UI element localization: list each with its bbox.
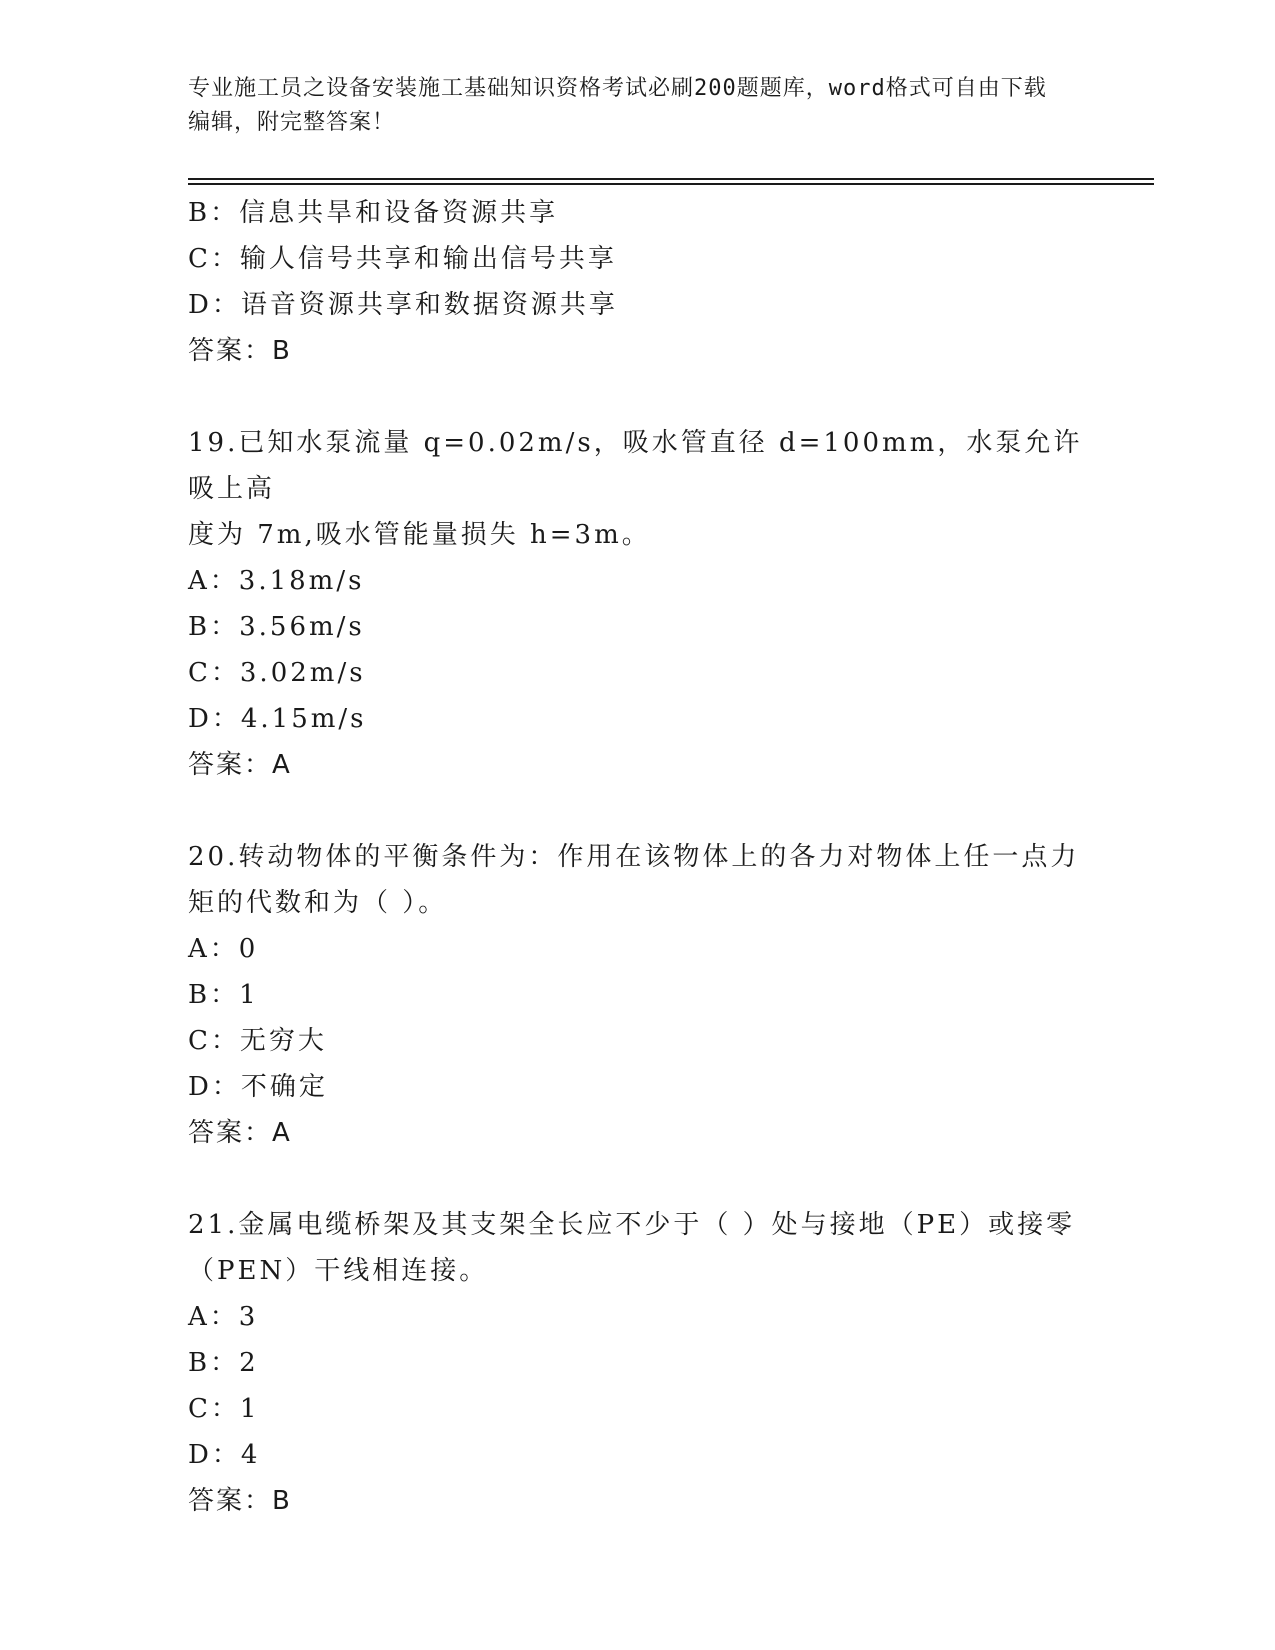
answer-label: 答案：B bbox=[188, 336, 292, 366]
question-stem: 21.金属电缆桥架及其支架全长应不少于（ ）处与接地（PE）或接零 bbox=[188, 1210, 1076, 1240]
option-a: A：3.18m/s bbox=[188, 566, 365, 596]
question-stem: 20.转动物体的平衡条件为：作用在该物体上的各力对物体上任一点力 bbox=[188, 842, 1080, 872]
question-18-tail bbox=[188, 190, 1088, 374]
answer-label: 答案：A bbox=[188, 750, 292, 780]
option-c: C：3.02m/s bbox=[188, 658, 366, 688]
option-b: B：1 bbox=[188, 980, 259, 1010]
question-stem-continued: 矩的代数和为（ ）。 bbox=[188, 888, 448, 918]
answer-label: 答案：A bbox=[188, 1118, 292, 1148]
option-c: C：输人信号共享和输出信号共享 bbox=[188, 244, 617, 274]
header-rule-top bbox=[188, 178, 1154, 180]
option-d: D：4.15m/s bbox=[188, 704, 367, 734]
option-d: D：语音资源共享和数据资源共享 bbox=[188, 290, 618, 320]
document-header bbox=[188, 72, 1068, 140]
question-21 bbox=[188, 1202, 1088, 1524]
option-c: C：1 bbox=[188, 1394, 260, 1424]
option-b: B：信息共旱和设备资源共享 bbox=[188, 198, 559, 228]
option-b: B：3.56m/s bbox=[188, 612, 365, 642]
question-stem-continued: 度为 7m,吸水管能量损失 h=3m。 bbox=[188, 520, 651, 550]
option-d: D：4 bbox=[188, 1440, 261, 1470]
option-a: A：3 bbox=[188, 1302, 259, 1332]
question-list bbox=[188, 190, 1088, 1524]
question-19 bbox=[188, 420, 1088, 788]
answer-label: 答案：B bbox=[188, 1486, 292, 1516]
option-d: D：不确定 bbox=[188, 1072, 328, 1102]
header-title: 专业施工员之设备安装施工基础知识资格考试必刷200题题库，word格式可自由下载编辑，附完整答案！ bbox=[188, 76, 1047, 135]
option-a: A：0 bbox=[188, 934, 259, 964]
question-20 bbox=[188, 834, 1088, 1156]
option-b: B：2 bbox=[188, 1348, 259, 1378]
question-stem: 19.已知水泵流量 q=0.02m/s，吸水管直径 d=100mm，水泵允许吸上高 bbox=[188, 428, 1083, 504]
option-c: C：无穷大 bbox=[188, 1026, 327, 1056]
header-rule-bottom bbox=[188, 183, 1154, 185]
question-stem-continued: （PEN）干线相连接。 bbox=[188, 1256, 489, 1286]
